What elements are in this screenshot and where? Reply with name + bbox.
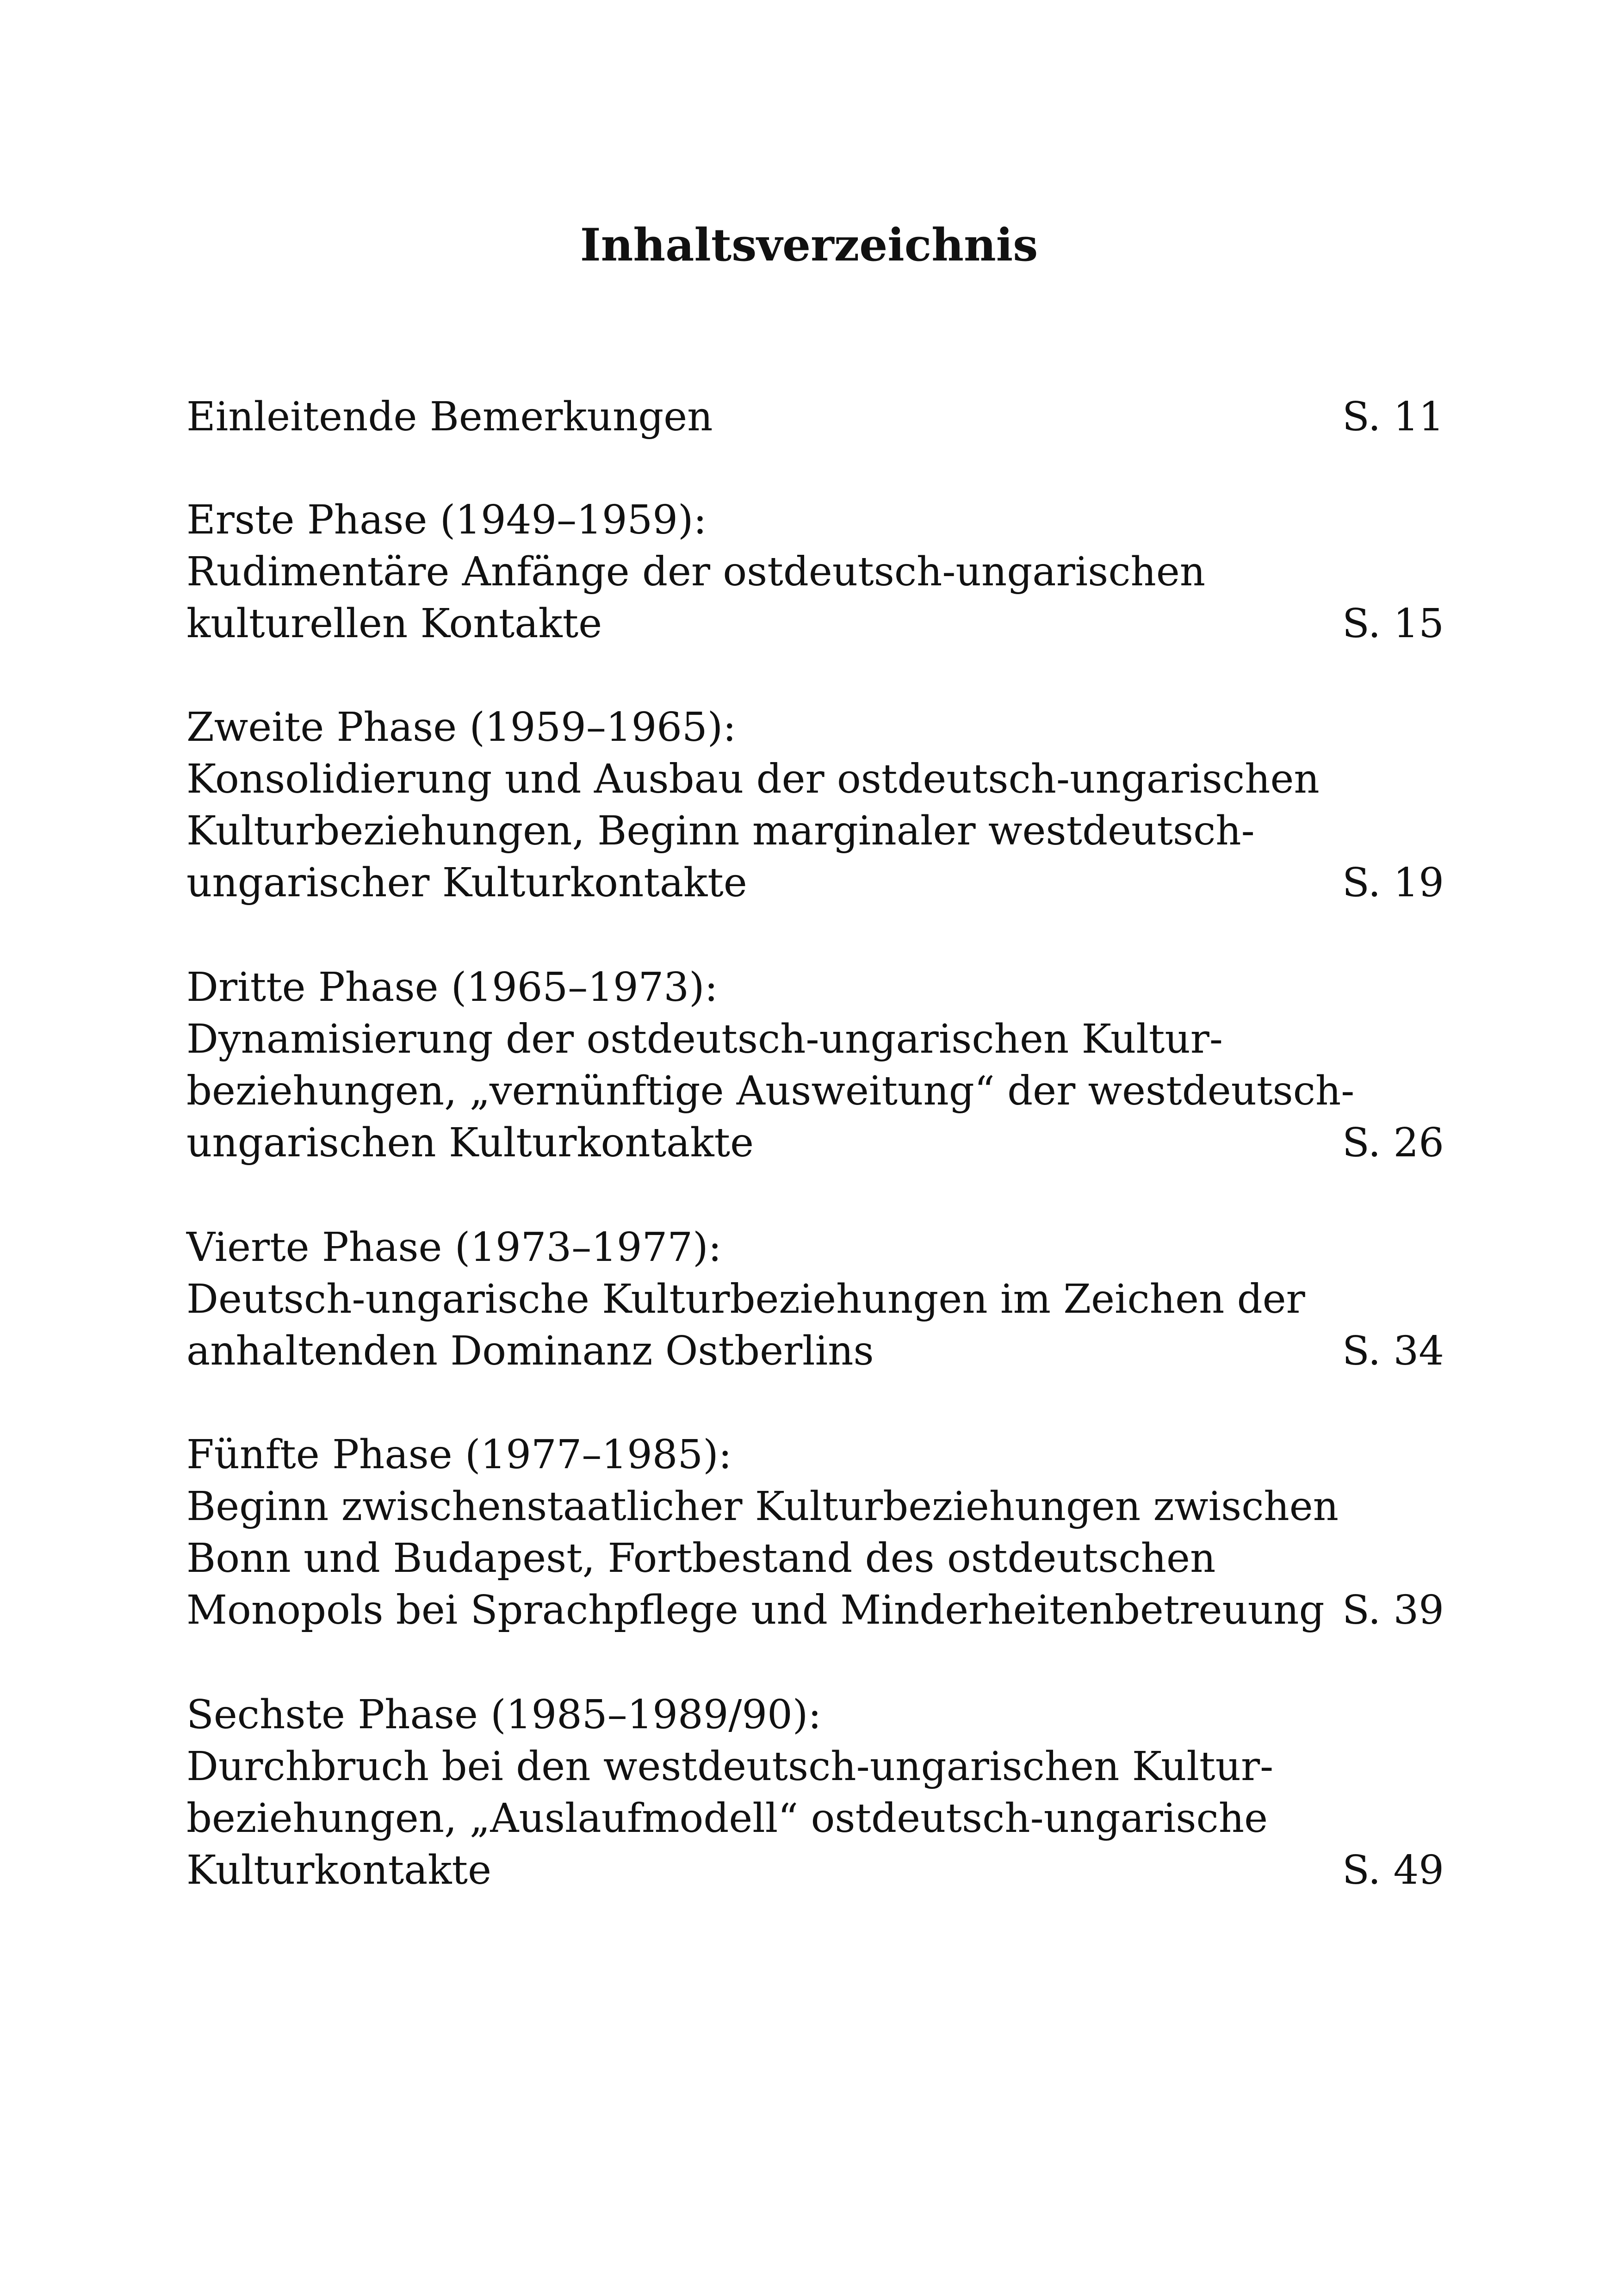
toc-entry-line: Durchbruch bei den westdeutsch-ungarischen Kultur- [186,1744,1274,1790]
toc-entry-heading: Vierte Phase (1973–1977): [186,1224,722,1271]
toc-entry-line: beziehungen, „Auslaufmodell“ ostdeutsch-ungarische [186,1795,1268,1842]
toc-entry-heading: Dritte Phase (1965–1973): [186,964,718,1011]
toc-entry-line: Beginn zwischenstaatlicher Kulturbeziehungen zwischen [186,1483,1339,1530]
toc-entry-line: Kulturkontakte [186,1847,491,1893]
toc-page-number: S. 19 [1342,860,1444,906]
toc-page-number: S. 49 [1342,1847,1444,1893]
toc-entry-line: beziehungen, „vernünftige Ausweitung“ der westdeutsch- [186,1068,1355,1114]
toc-entry-line: kulturellen Kontakte [186,601,602,647]
toc-entry-line: ungarischer Kulturkontakte [186,860,747,906]
toc-entry-line: Deutsch-ungarische Kulturbeziehungen im Zeichen der [186,1276,1305,1322]
toc-entry-line: Kulturbeziehungen, Beginn marginaler westdeutsch- [186,808,1255,854]
toc-page-number: S. 39 [1342,1587,1444,1633]
toc-entry-line: Dynamisierung der ostdeutsch-ungarischen Kultur- [186,1016,1223,1062]
toc-page-number: S. 34 [1342,1328,1444,1374]
toc-entry-line: Einleitende Bemerkungen [186,394,713,440]
toc-entry-line: ungarischen Kulturkontakte [186,1120,754,1166]
page-title: Inhaltsverzeichnis [580,219,1038,271]
toc-entry-line: Bonn und Budapest, Fortbestand des ostdeutschen [186,1535,1216,1582]
toc-entry-line: Konsolidierung und Ausbau der ostdeutsch-ungarischen [186,756,1320,802]
toc-page-number: S. 26 [1342,1120,1444,1166]
toc-entry-line: anhaltenden Dominanz Ostberlins [186,1328,874,1374]
toc-entry-heading: Zweite Phase (1959–1965): [186,704,737,751]
toc-entry-line: Monopols bei Sprachpflege und Minderheitenbetreuung [186,1587,1325,1633]
toc-page-number: S. 11 [1342,394,1444,440]
toc-entry-heading: Sechste Phase (1985–1989/90): [186,1692,822,1738]
toc-page-number: S. 15 [1342,601,1444,647]
toc-entry-heading: Erste Phase (1949–1959): [186,497,707,543]
toc-entry-heading: Fünfte Phase (1977–1985): [186,1432,732,1478]
toc-entry-line: Rudimentäre Anfänge der ostdeutsch-ungarischen [186,549,1206,595]
